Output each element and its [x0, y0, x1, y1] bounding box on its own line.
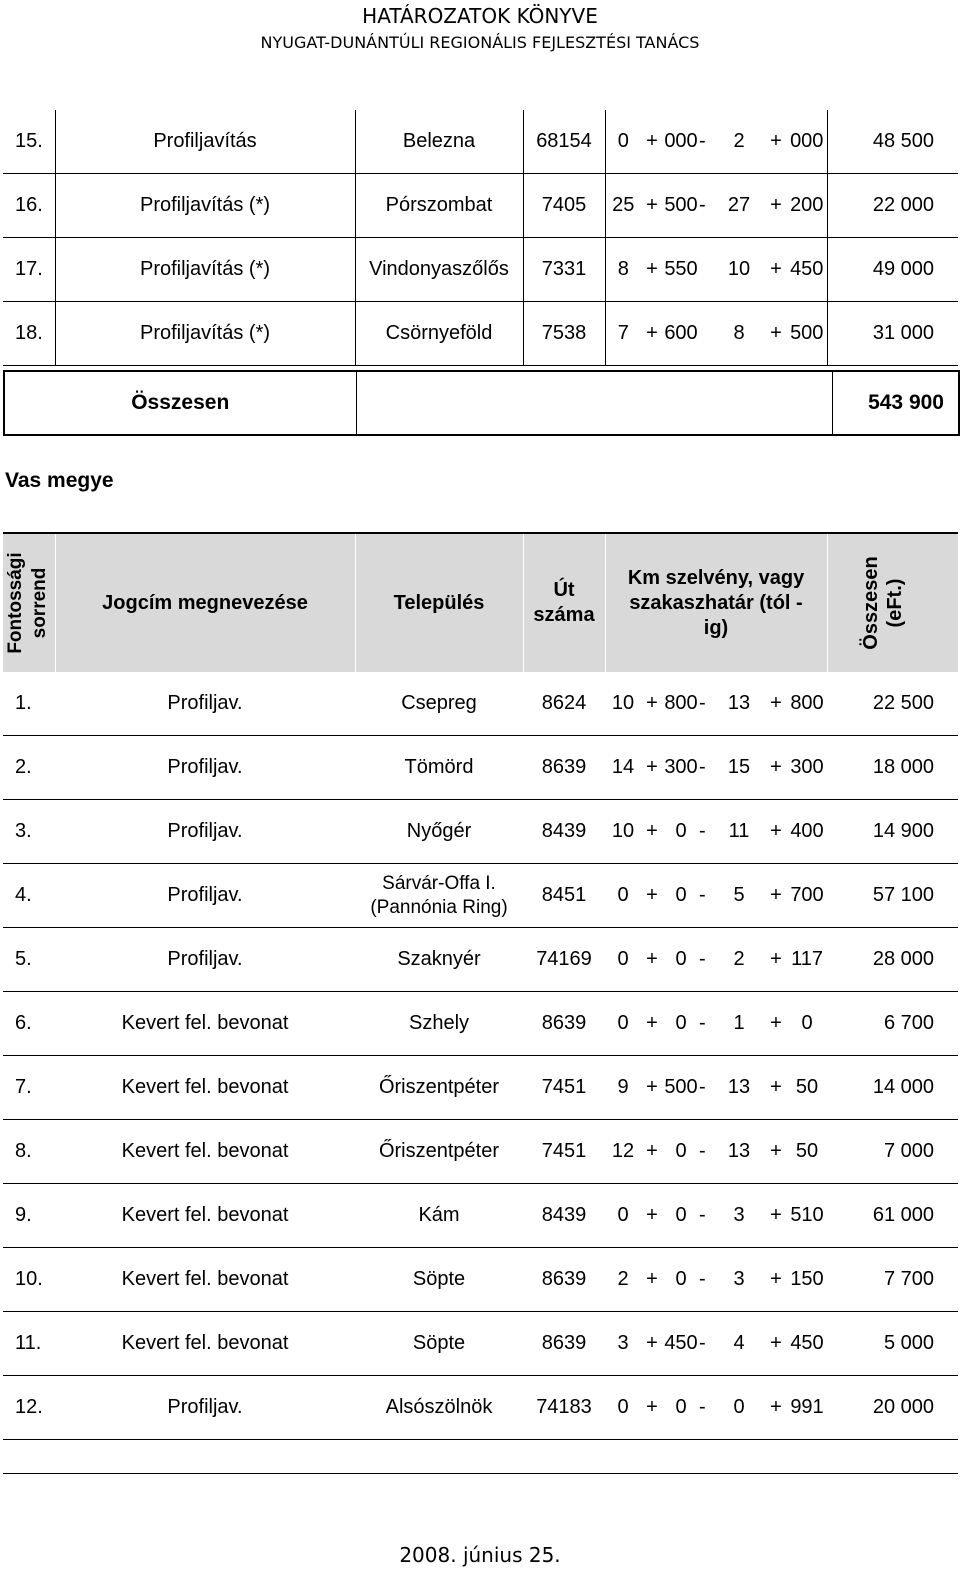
row-title: Profiljav. — [55, 736, 355, 800]
km-start: 0 — [605, 110, 641, 174]
summary-label: Összesen — [131, 391, 230, 414]
km-end: 3 — [713, 1184, 765, 1248]
km-dash: - — [699, 1184, 713, 1248]
km-start: 9 — [605, 1056, 641, 1120]
row-road: 7451 — [523, 1056, 605, 1120]
m-start: 0 — [663, 992, 699, 1056]
m-start: 300 — [663, 736, 699, 800]
m-start: 0 — [663, 1184, 699, 1248]
row-amount: 57 100 — [827, 864, 958, 928]
km-start: 0 — [605, 864, 641, 928]
km-start-plus: + — [641, 928, 663, 992]
km-dash: - — [699, 1056, 713, 1120]
km-end-plus: + — [765, 238, 787, 302]
document-subtitle: NYUGAT-DUNÁNTÚLI REGIONÁLIS FEJLESZTÉSI TANÁCS — [260, 33, 700, 52]
m-end: 510 — [787, 1184, 827, 1248]
km-start-plus: + — [641, 672, 663, 736]
row-amount: 31 000 — [827, 302, 958, 366]
row-amount: 22 500 — [827, 672, 958, 736]
table-row — [3, 1184, 958, 1248]
m-start: 0 — [663, 864, 699, 928]
km-end-plus: + — [765, 1120, 787, 1184]
row-title: Profiljav. — [55, 928, 355, 992]
m-start: 0 — [663, 800, 699, 864]
summary-amount: 543 900 — [868, 391, 944, 414]
km-end: 1 — [713, 992, 765, 1056]
row-road: 8439 — [523, 800, 605, 864]
km-dash: - — [699, 672, 713, 736]
km-end: 3 — [713, 1248, 765, 1312]
table-row — [3, 1056, 958, 1120]
row-road: 7405 — [523, 174, 605, 238]
km-start-plus: + — [641, 1376, 663, 1440]
row-road: 7538 — [523, 302, 605, 366]
row-title: Kevert fel. bevonat — [55, 1184, 355, 1248]
row-number: 10. — [3, 1248, 55, 1312]
km-end: 13 — [713, 1120, 765, 1184]
table-row — [3, 302, 958, 366]
m-end: 450 — [787, 1312, 827, 1376]
row-place: Alsószölnök — [355, 1376, 523, 1440]
m-start: 600 — [663, 302, 699, 366]
row-place: Szaknyér — [355, 928, 523, 992]
table-header-row — [3, 533, 958, 672]
table-row — [3, 736, 958, 800]
m-end: 117 — [787, 928, 827, 992]
km-end-plus: + — [765, 864, 787, 928]
row-number: 2. — [3, 736, 55, 800]
row-number: 18. — [3, 302, 55, 366]
table-row — [3, 1248, 958, 1312]
row-amount: 22 000 — [827, 174, 958, 238]
m-end: 800 — [787, 672, 827, 736]
table-row — [3, 928, 958, 992]
row-road: 8639 — [523, 1248, 605, 1312]
km-dash: - — [699, 864, 713, 928]
vas-county-table — [3, 532, 958, 1440]
row-place: Pórszombat — [355, 174, 523, 238]
km-end: 15 — [713, 736, 765, 800]
km-start-plus: + — [641, 238, 663, 302]
km-start-plus: + — [641, 1056, 663, 1120]
m-start: 500 — [663, 174, 699, 238]
m-end: 400 — [787, 800, 827, 864]
km-start: 0 — [605, 992, 641, 1056]
row-number: 5. — [3, 928, 55, 992]
km-end: 8 — [713, 302, 765, 366]
row-title: Profiljav. — [55, 672, 355, 736]
km-end-plus: + — [765, 1248, 787, 1312]
m-start: 800 — [663, 672, 699, 736]
m-start: 0 — [663, 1248, 699, 1312]
footer-date: 2008. június 25. — [399, 1543, 561, 1567]
km-start: 0 — [605, 1376, 641, 1440]
m-start: 500 — [663, 1056, 699, 1120]
row-title: Profiljav. — [55, 800, 355, 864]
table-row — [3, 672, 958, 736]
m-end: 991 — [787, 1376, 827, 1440]
row-road: 7451 — [523, 1120, 605, 1184]
km-end: 4 — [713, 1312, 765, 1376]
m-start: 450 — [663, 1312, 699, 1376]
row-title: Kevert fel. bevonat — [55, 992, 355, 1056]
m-end: 50 — [787, 1120, 827, 1184]
km-dash: - — [699, 1312, 713, 1376]
row-title: Profiljavítás (*) — [55, 238, 355, 302]
km-start: 12 — [605, 1120, 641, 1184]
row-amount: 7 700 — [827, 1248, 958, 1312]
row-place: Őriszentpéter — [355, 1056, 523, 1120]
km-end: 5 — [713, 864, 765, 928]
km-start-plus: + — [641, 302, 663, 366]
header-title: Jogcím megnevezése — [55, 533, 355, 672]
km-start-plus: + — [641, 1248, 663, 1312]
row-number: 16. — [3, 174, 55, 238]
km-start: 10 — [605, 672, 641, 736]
document-title: HATÁROZATOK KÖNYVE — [362, 4, 598, 28]
km-end-plus: + — [765, 110, 787, 174]
row-amount: 6 700 — [827, 992, 958, 1056]
row-road: 74169 — [523, 928, 605, 992]
row-number: 6. — [3, 992, 55, 1056]
row-place: Csörnyeföld — [355, 302, 523, 366]
row-number: 4. — [3, 864, 55, 928]
km-end: 2 — [713, 928, 765, 992]
km-end: 0 — [713, 1376, 765, 1440]
row-number: 7. — [3, 1056, 55, 1120]
header-km: Km szelvény, vagy szakaszhatár (tól - ig) — [605, 533, 827, 672]
km-dash — [699, 302, 713, 366]
m-end: 450 — [787, 238, 827, 302]
row-road: 7331 — [523, 238, 605, 302]
table-row — [3, 864, 958, 928]
row-title: Profiljavítás (*) — [55, 302, 355, 366]
row-amount: 48 500 — [827, 110, 958, 174]
row-number: 12. — [3, 1376, 55, 1440]
m-start: 000 — [663, 110, 699, 174]
km-dash: - — [699, 1120, 713, 1184]
km-start-plus: + — [641, 174, 663, 238]
km-start-plus: + — [641, 1184, 663, 1248]
km-end-plus: + — [765, 1312, 787, 1376]
km-start: 25 — [605, 174, 641, 238]
km-end: 13 — [713, 672, 765, 736]
page-divider — [3, 1473, 958, 1474]
row-road: 8439 — [523, 1184, 605, 1248]
km-dash — [699, 238, 713, 302]
header-road: Út száma — [523, 533, 605, 672]
row-number: 17. — [3, 238, 55, 302]
row-title: Kevert fel. bevonat — [55, 1248, 355, 1312]
km-end-plus: + — [765, 672, 787, 736]
m-end: 0 — [787, 992, 827, 1056]
row-amount: 18 000 — [827, 736, 958, 800]
row-title: Profiljav. — [55, 864, 355, 928]
km-start: 10 — [605, 800, 641, 864]
row-title: Profiljavítás (*) — [55, 174, 355, 238]
km-start-plus: + — [641, 110, 663, 174]
row-place: Sárvár-Offa I. (Pannónia Ring) — [355, 864, 523, 928]
km-end-plus: + — [765, 1056, 787, 1120]
km-start: 8 — [605, 238, 641, 302]
km-dash: - — [699, 800, 713, 864]
m-end: 000 — [787, 110, 827, 174]
km-start-plus: + — [641, 992, 663, 1056]
row-road: 68154 — [523, 110, 605, 174]
row-amount: 14 000 — [827, 1056, 958, 1120]
m-start: 0 — [663, 1376, 699, 1440]
km-end: 11 — [713, 800, 765, 864]
table-row — [3, 1120, 958, 1184]
row-place: Tömörd — [355, 736, 523, 800]
km-end-plus: + — [765, 736, 787, 800]
km-dash: - — [699, 174, 713, 238]
km-dash: - — [699, 110, 713, 174]
row-place: Kám — [355, 1184, 523, 1248]
header-total: Összesen (eFt.) — [859, 555, 906, 650]
km-end-plus: + — [765, 992, 787, 1056]
km-start: 7 — [605, 302, 641, 366]
km-start: 0 — [605, 928, 641, 992]
table-row — [3, 110, 958, 174]
row-number: 15. — [3, 110, 55, 174]
row-road: 8624 — [523, 672, 605, 736]
km-end: 13 — [713, 1056, 765, 1120]
row-title: Kevert fel. bevonat — [55, 1120, 355, 1184]
km-end-plus: + — [765, 302, 787, 366]
m-end: 50 — [787, 1056, 827, 1120]
row-place: Vindonyaszőlős — [355, 238, 523, 302]
m-start: 550 — [663, 238, 699, 302]
row-amount: 28 000 — [827, 928, 958, 992]
table-row — [3, 992, 958, 1056]
km-dash: - — [699, 1376, 713, 1440]
row-place: Belezna — [355, 110, 523, 174]
km-start: 0 — [605, 1184, 641, 1248]
row-amount: 14 900 — [827, 800, 958, 864]
row-place: Csepreg — [355, 672, 523, 736]
km-start-plus: + — [641, 1120, 663, 1184]
row-place: Nyőgér — [355, 800, 523, 864]
row-number: 8. — [3, 1120, 55, 1184]
row-title: Kevert fel. bevonat — [55, 1312, 355, 1376]
row-number: 3. — [3, 800, 55, 864]
row-road: 8451 — [523, 864, 605, 928]
row-place: Söpte — [355, 1312, 523, 1376]
row-title: Profiljavítás — [55, 110, 355, 174]
row-place: Szhely — [355, 992, 523, 1056]
table-row — [3, 1312, 958, 1376]
km-start-plus: + — [641, 1312, 663, 1376]
row-amount: 61 000 — [827, 1184, 958, 1248]
km-start-plus: + — [641, 736, 663, 800]
row-amount: 20 000 — [827, 1376, 958, 1440]
m-end: 700 — [787, 864, 827, 928]
row-title: Profiljav. — [55, 1376, 355, 1440]
previous-county-table — [3, 110, 958, 366]
km-end: 27 — [713, 174, 765, 238]
km-dash: - — [699, 928, 713, 992]
row-road: 8639 — [523, 1312, 605, 1376]
row-place: Őriszentpéter — [355, 1120, 523, 1184]
m-end: 200 — [787, 174, 827, 238]
km-start: 2 — [605, 1248, 641, 1312]
row-amount: 7 000 — [827, 1120, 958, 1184]
km-start: 14 — [605, 736, 641, 800]
header-place: Település — [355, 533, 523, 672]
km-start: 3 — [605, 1312, 641, 1376]
km-start-plus: + — [641, 800, 663, 864]
row-number: 11. — [3, 1312, 55, 1376]
km-end-plus: + — [765, 174, 787, 238]
m-end: 150 — [787, 1248, 827, 1312]
row-place: Söpte — [355, 1248, 523, 1312]
table-row — [3, 174, 958, 238]
m-start: 0 — [663, 928, 699, 992]
table-row — [3, 800, 958, 864]
km-end-plus: + — [765, 1376, 787, 1440]
summary-box — [3, 370, 960, 436]
km-end-plus: + — [765, 928, 787, 992]
m-start: 0 — [663, 1120, 699, 1184]
km-end: 2 — [713, 110, 765, 174]
row-road: 74183 — [523, 1376, 605, 1440]
km-end-plus: + — [765, 800, 787, 864]
km-end: 10 — [713, 238, 765, 302]
row-amount: 5 000 — [827, 1312, 958, 1376]
km-dash: - — [699, 1248, 713, 1312]
km-end-plus: + — [765, 1184, 787, 1248]
row-title: Kevert fel. bevonat — [55, 1056, 355, 1120]
row-number: 9. — [3, 1184, 55, 1248]
row-road: 8639 — [523, 736, 605, 800]
row-amount: 49 000 — [827, 238, 958, 302]
table-row — [3, 1376, 958, 1440]
row-road: 8639 — [523, 992, 605, 1056]
km-dash: - — [699, 736, 713, 800]
section-title: Vas megye — [5, 469, 114, 492]
m-end: 500 — [787, 302, 827, 366]
header-priority: Fontossági sorrend — [5, 552, 50, 654]
km-dash: - — [699, 992, 713, 1056]
km-start-plus: + — [641, 864, 663, 928]
m-end: 300 — [787, 736, 827, 800]
table-row — [3, 238, 958, 302]
row-number: 1. — [3, 672, 55, 736]
